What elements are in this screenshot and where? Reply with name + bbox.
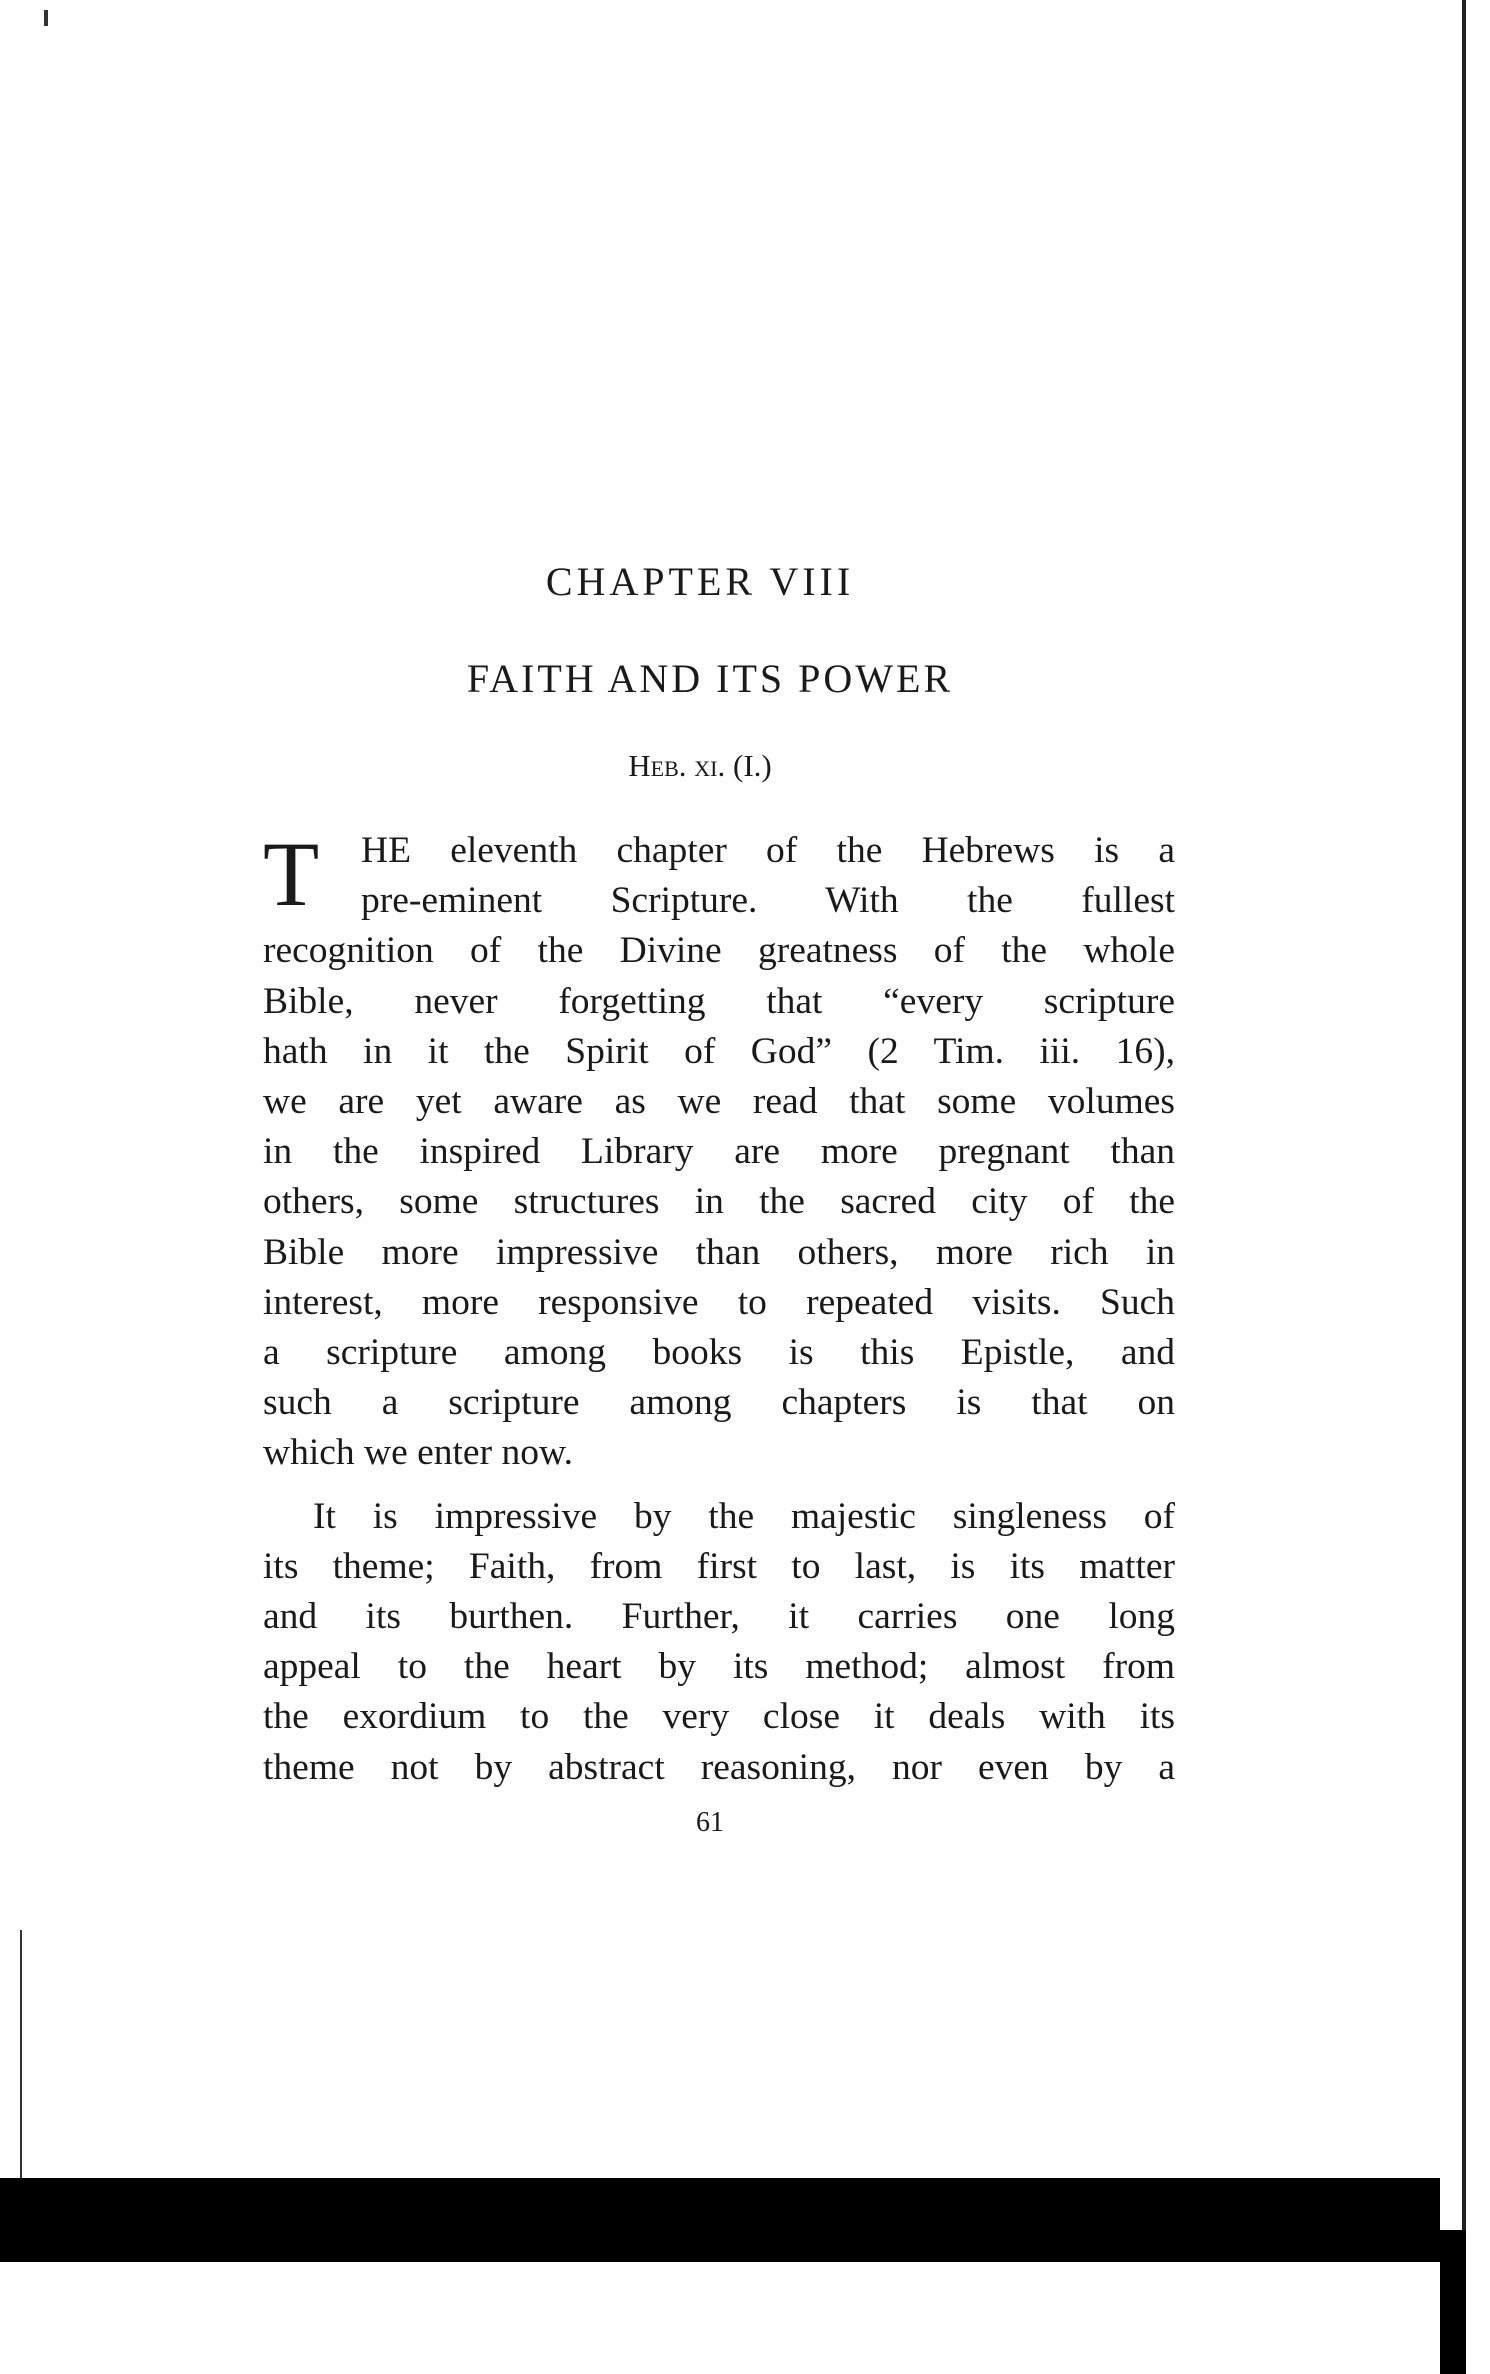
- text-line: hath in it the Spirit of God” (2 Tim. iii. 16),: [263, 1030, 1175, 1072]
- text-line: its theme; Faith, from first to last, is its matter: [263, 1545, 1175, 1587]
- text-line: and its burthen. Further, it carries one long: [263, 1596, 1175, 1638]
- text-line: in the inspired Library are more pregnant than: [263, 1131, 1175, 1173]
- text-line: HE eleventh chapter of the Hebrews is a: [361, 830, 1175, 871]
- text-line: theme not by abstract reasoning, nor even by a: [263, 1746, 1175, 1788]
- text-line: pre-eminent Scripture. With the fullest: [361, 880, 1175, 922]
- text-line: a scripture among books is this Epistle, and: [263, 1332, 1175, 1374]
- text-line: such a scripture among chapters is that on: [263, 1382, 1175, 1424]
- text-line: which we enter now.: [263, 1432, 573, 1474]
- paragraph-2: [263, 1492, 1175, 1793]
- text-line: recognition of the Divine greatness of the whole: [263, 930, 1175, 972]
- body-text: [263, 823, 1175, 1793]
- paragraph-1: [263, 823, 1175, 1479]
- text-line: Bible, never forgetting that “every scripture: [263, 980, 1175, 1022]
- text-line: the exordium to the very close it deals with its: [263, 1696, 1175, 1738]
- scan-mark: [44, 10, 48, 26]
- text-line: we are yet aware as we read that some volumes: [263, 1081, 1175, 1123]
- chapter-number: CHAPTER VIII: [545, 559, 855, 604]
- scan-edge-left: [20, 1930, 22, 2180]
- text-line: others, some structures in the sacred city of the: [263, 1181, 1175, 1223]
- chapter-title: FAITH AND ITS POWER: [466, 656, 954, 701]
- scan-edge-right: [1462, 0, 1466, 2374]
- drop-cap: T: [263, 823, 320, 925]
- text-line: appeal to the heart by its method; almost from: [263, 1646, 1175, 1688]
- scan-corner: [1440, 2230, 1466, 2374]
- scan-bottom-bar: [0, 2178, 1440, 2262]
- text-line: interest, more responsive to repeated visits. Such: [263, 1281, 1175, 1323]
- text-line: It is impressive by the majestic singleness of: [313, 1495, 1175, 1537]
- text-line: Bible more impressive than others, more rich in: [263, 1231, 1175, 1273]
- scripture-reference: Heb. xi. (I.): [628, 748, 772, 783]
- page-number: 61: [696, 1807, 724, 1838]
